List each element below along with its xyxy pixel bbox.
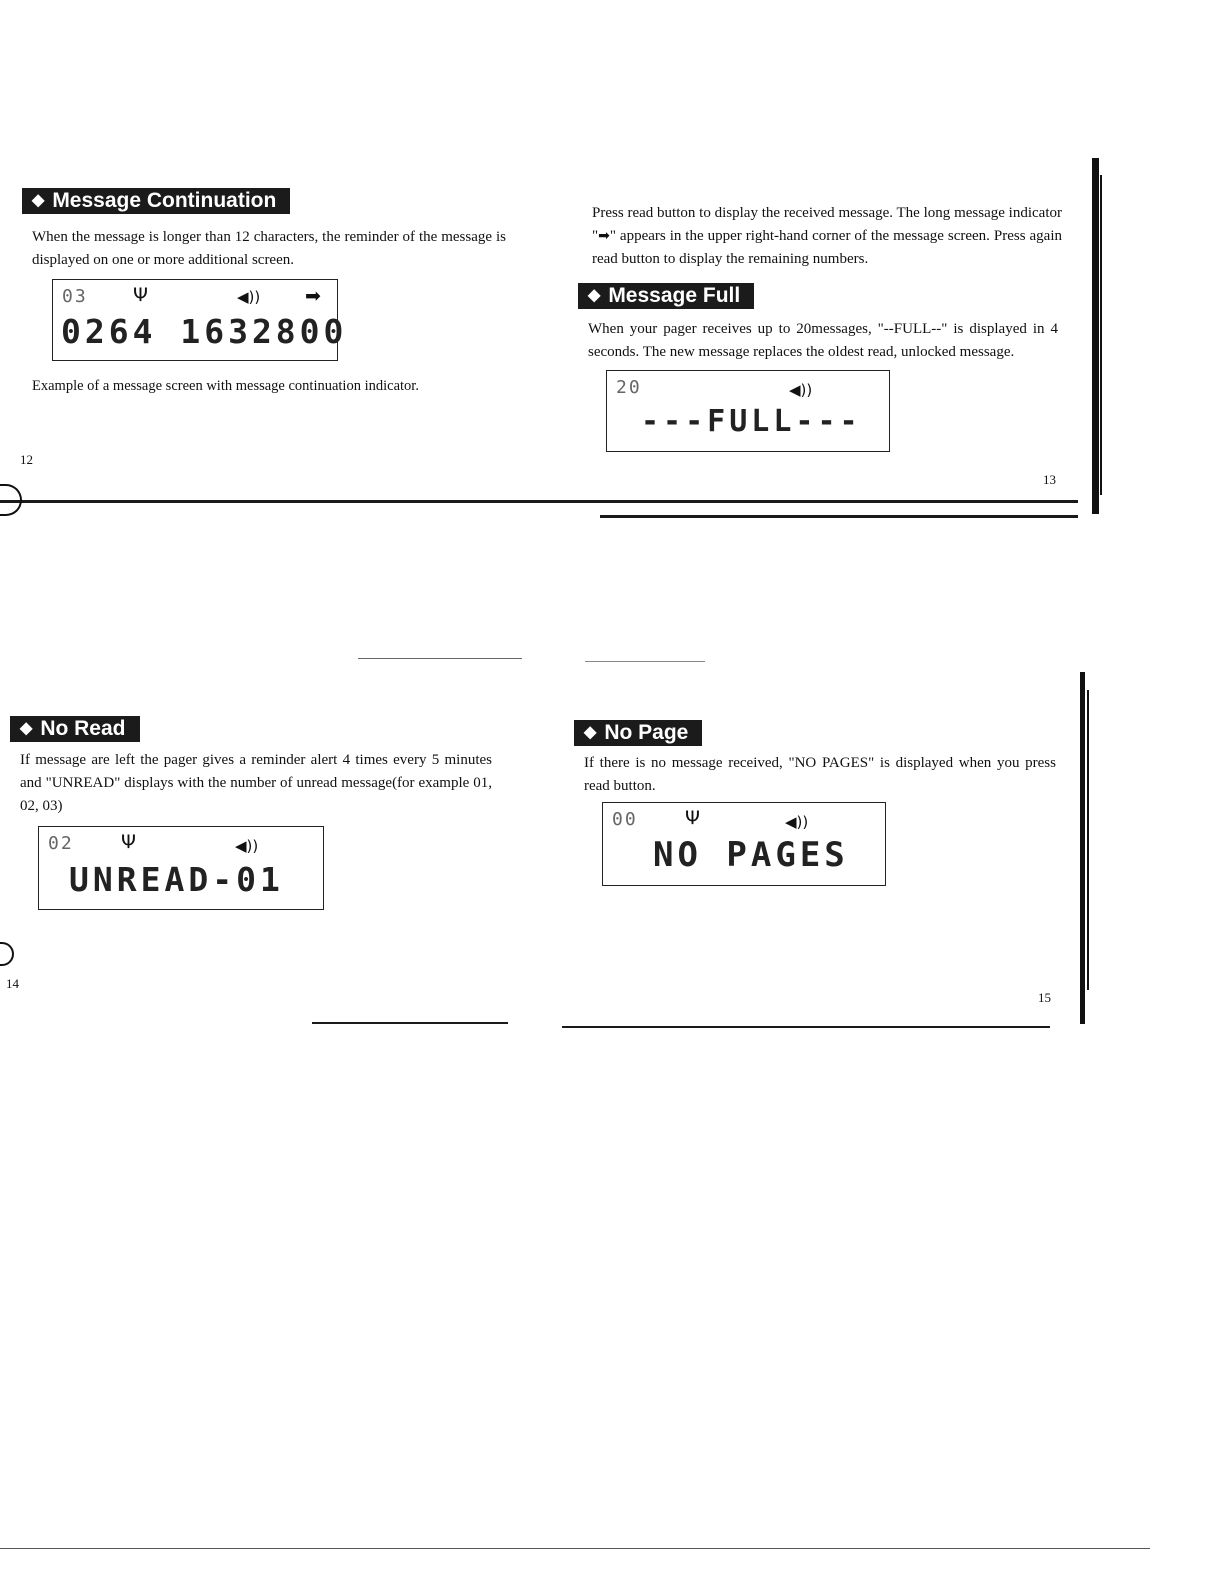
section-title-label: No Page bbox=[604, 721, 689, 744]
long-message-arrow-icon: ➡ bbox=[598, 228, 610, 244]
section-title-no-page bbox=[574, 720, 702, 746]
section-title-label: No Read bbox=[40, 717, 126, 740]
pager-display-no-pages bbox=[602, 802, 886, 886]
message-count: 02 bbox=[48, 833, 74, 854]
diamond-icon: ◆ bbox=[20, 720, 33, 737]
scan-edge-line bbox=[0, 1548, 1150, 1549]
display-message-text: UNREAD-01 bbox=[69, 860, 284, 899]
antenna-icon: Ψ bbox=[121, 831, 136, 853]
message-count: 20 bbox=[616, 377, 642, 398]
section-title-message-continuation bbox=[22, 188, 290, 214]
speaker-icon: ◀)) bbox=[785, 813, 809, 831]
diamond-icon: ◆ bbox=[32, 192, 45, 209]
antenna-icon: Ψ bbox=[133, 284, 148, 306]
message-count: 03 bbox=[62, 286, 88, 307]
page-bottom-rule bbox=[600, 515, 1078, 518]
page-binding-edge bbox=[1092, 158, 1099, 514]
ring-binding-mark bbox=[0, 484, 22, 516]
page-bottom-rule bbox=[562, 1026, 1050, 1028]
speaker-icon: ◀)) bbox=[789, 381, 813, 399]
page-number: 15 bbox=[1038, 990, 1051, 1005]
page-number: 14 bbox=[6, 976, 19, 991]
separator-line bbox=[358, 658, 522, 659]
pager-display-unread bbox=[38, 826, 324, 910]
diamond-icon: ◆ bbox=[584, 724, 597, 741]
diamond-icon: ◆ bbox=[588, 287, 601, 304]
speaker-icon: ◀)) bbox=[237, 288, 261, 306]
pager-display-continuation bbox=[52, 279, 348, 361]
intro-text-start: Press read button to display the received message. The long message indicator " bbox=[592, 205, 1062, 244]
page-binding-edge bbox=[1087, 690, 1089, 990]
separator-line bbox=[585, 661, 705, 662]
display-message-text: ---FULL--- bbox=[641, 404, 862, 439]
display-message-text: NO PAGES bbox=[653, 835, 849, 875]
continuation-arrow-icon: ➡ bbox=[305, 285, 321, 307]
section-title-label: Message Full bbox=[608, 284, 741, 307]
section-title-message-full bbox=[578, 283, 754, 309]
page-number: 13 bbox=[1043, 472, 1056, 487]
paragraph-no-read: If message are left the pager gives a reminder alert 4 times every 5 minutes and "UNREAD" displays with the number of unread message(for example 01, 02, 03) bbox=[20, 752, 492, 814]
paragraph-read-button bbox=[592, 202, 1062, 271]
antenna-icon: Ψ bbox=[685, 807, 700, 829]
pager-display-full bbox=[606, 370, 890, 452]
page-bottom-rule bbox=[312, 1022, 508, 1024]
paragraph-message-continuation: When the message is longer than 12 characters, the reminder of the message is displayed on one or more additional screen. bbox=[32, 229, 506, 268]
ring-binding-mark bbox=[0, 942, 14, 966]
section-title-label: Message Continuation bbox=[52, 189, 277, 212]
page-number: 12 bbox=[20, 452, 33, 467]
paragraph-no-page: If there is no message received, "NO PAGES" is displayed when you press read button. bbox=[584, 755, 1056, 794]
intro-text-end: " appears in the upper right-hand corner of the message screen. Press again read button to display the remaining numbers. bbox=[592, 228, 1062, 267]
page-binding-edge bbox=[1100, 175, 1102, 495]
paragraph-message-full: When your pager receives up to 20messages, "--FULL--" is displayed in 4 seconds. The new message replaces the oldest read, unlocked message. bbox=[588, 321, 1058, 360]
message-count: 00 bbox=[612, 809, 638, 830]
display-caption: Example of a message screen with message continuation indicator. bbox=[32, 378, 419, 394]
page-bottom-rule bbox=[0, 500, 1078, 503]
speaker-icon: ◀)) bbox=[235, 837, 259, 855]
page-binding-edge bbox=[1080, 672, 1085, 1024]
display-message-text: 0264 1632800 bbox=[61, 312, 348, 351]
section-title-no-read bbox=[10, 716, 140, 742]
